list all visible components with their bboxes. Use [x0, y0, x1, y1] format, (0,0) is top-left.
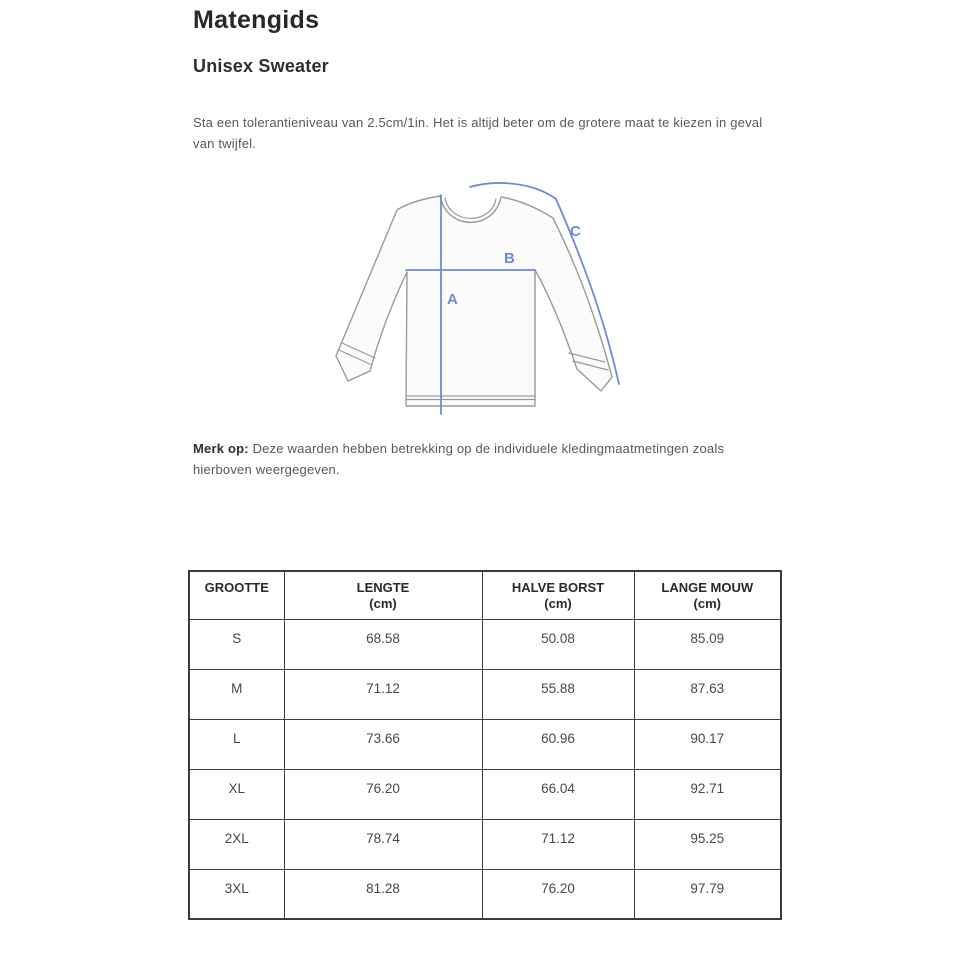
collar-inner-line — [445, 198, 496, 218]
halve-borst-cell: 55.88 — [482, 669, 634, 719]
lange-mouw-cell: 95.25 — [634, 819, 781, 869]
table-row-3xl — [189, 869, 781, 919]
lengte-cell: 76.20 — [284, 769, 482, 819]
size-cell: XL — [189, 769, 284, 819]
header-unit: (cm) — [693, 596, 721, 611]
header-unit: (cm) — [369, 596, 397, 611]
header-label: HALVE BORST — [511, 580, 605, 595]
measure-label-a: A — [447, 291, 458, 308]
size-cell: 2XL — [189, 819, 284, 869]
sweater-measurement-diagram — [318, 170, 652, 420]
values-note — [193, 438, 773, 480]
sweater-diagram-svg — [318, 170, 652, 420]
size-table-header — [189, 571, 781, 619]
lange-mouw-cell: 87.63 — [634, 669, 781, 719]
size-cell: S — [189, 619, 284, 669]
table-row-2xl — [189, 819, 781, 869]
table-row-m — [189, 669, 781, 719]
lengte-cell: 71.12 — [284, 669, 482, 719]
halve-borst-cell: 71.12 — [482, 819, 634, 869]
page-title: Matengids — [193, 6, 320, 34]
table-row-xl — [189, 769, 781, 819]
tolerance-note: Sta een tolerantieniveau van 2.5cm/1in. Het is altijd beter om de grotere maat te kiezen in geval van twijfel. — [193, 115, 763, 151]
table-row-l — [189, 719, 781, 769]
header-row — [189, 571, 781, 619]
size-table-body — [189, 619, 781, 919]
col-header-lange-mouw — [634, 571, 781, 619]
halve-borst-cell: 50.08 — [482, 619, 634, 669]
measure-label-b: B — [504, 250, 515, 267]
col-header-halve-borst — [482, 571, 634, 619]
lengte-cell: 68.58 — [284, 619, 482, 669]
size-chart-table — [188, 570, 782, 920]
header-unit: (cm) — [544, 596, 572, 611]
halve-borst-cell: 66.04 — [482, 769, 634, 819]
measure-label-c: C — [570, 223, 581, 240]
lange-mouw-cell: 92.71 — [634, 769, 781, 819]
lengte-cell: 81.28 — [284, 869, 482, 919]
product-subtitle: Unisex Sweater — [193, 56, 329, 76]
table-row-s — [189, 619, 781, 669]
lange-mouw-cell: 90.17 — [634, 719, 781, 769]
halve-borst-cell: 76.20 — [482, 869, 634, 919]
size-cell: M — [189, 669, 284, 719]
header-label: LANGE MOUW — [661, 580, 754, 595]
note-body: Deze waarden hebben betrekking op de individuele kledingmaatmetingen zoals hierboven weergegeven. — [193, 441, 725, 477]
col-header-grootte — [189, 571, 284, 619]
lengte-cell: 73.66 — [284, 719, 482, 769]
lengte-cell: 78.74 — [284, 819, 482, 869]
lange-mouw-cell: 97.79 — [634, 869, 781, 919]
size-cell: 3XL — [189, 869, 284, 919]
note-label: Merk op: — [193, 441, 249, 456]
size-cell: L — [189, 719, 284, 769]
header-label: GROOTTE — [204, 580, 269, 595]
col-header-lengte — [284, 571, 482, 619]
lange-mouw-cell: 85.09 — [634, 619, 781, 669]
header-label: LENGTE — [356, 580, 410, 595]
halve-borst-cell: 60.96 — [482, 719, 634, 769]
